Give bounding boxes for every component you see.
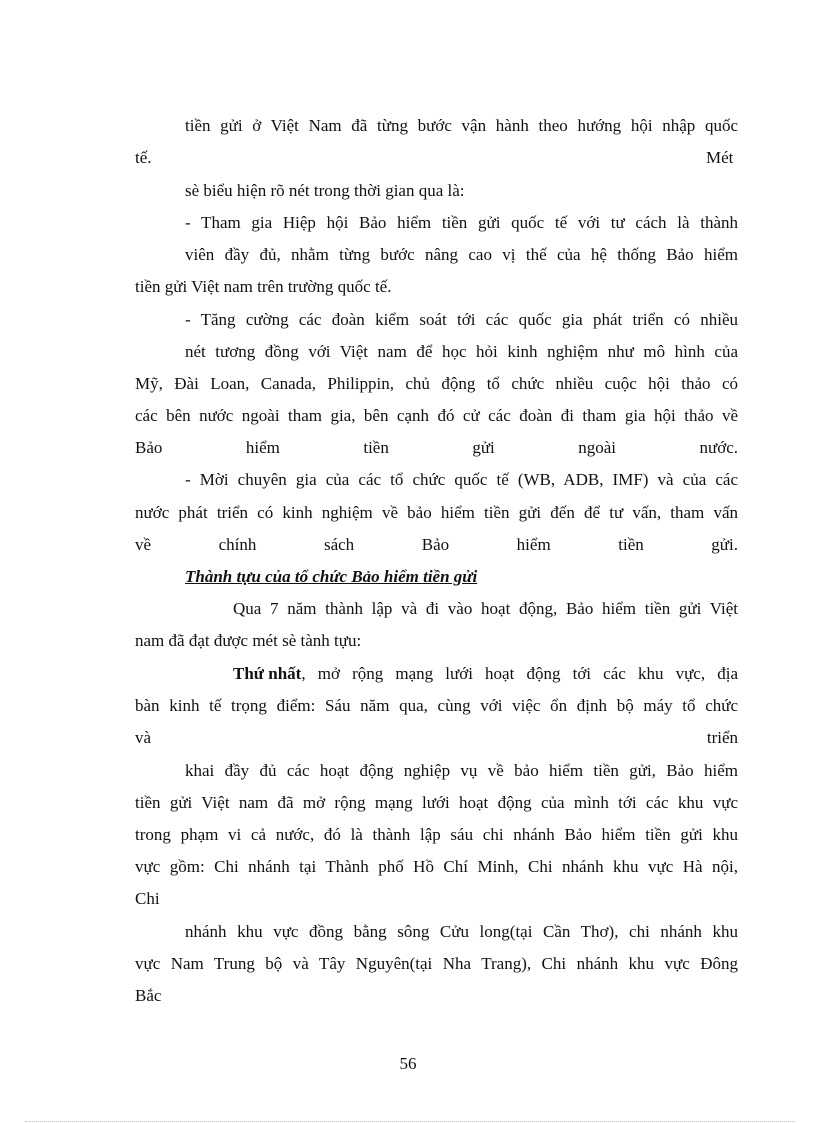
text-line: và triển xyxy=(135,728,738,747)
text-line: Chi xyxy=(135,889,160,908)
footer-divider xyxy=(25,1121,795,1122)
text-line: tế. xyxy=(135,148,152,167)
page-number: 56 xyxy=(399,1054,417,1073)
section-heading: Thành tựu của tổ chức Bảo hiểm tiền gửi xyxy=(185,567,478,586)
text-line: Qua 7 năm thành lập và đi vào hoạt động, Bảo hiểm tiền gửi Việt xyxy=(233,599,738,618)
text-line: nam đã đạt được mét sè tành tựu: xyxy=(135,631,362,650)
text-line xyxy=(233,663,738,685)
emphasis-first: Thứ nhất xyxy=(233,664,302,683)
text-line: viên đầy đủ, nhằm từng bước nâng cao vị thế của hệ thống Bảo hiểm xyxy=(185,245,738,264)
text-line: sè biểu hiện rõ nét trong thời gian qua là: xyxy=(185,181,465,200)
text-line: Mét xyxy=(706,148,734,167)
text-line: - Tham gia Hiệp hội Bảo hiểm tiền gửi quốc tế với tư cách là thành xyxy=(185,213,738,232)
text-line: Bảo hiểm tiền gửi ngoài nước. xyxy=(135,438,738,457)
text-line: tiền gửi ở Việt Nam đã từng bước vận hành theo hướng hội nhập quốc xyxy=(185,116,738,135)
text-line: nhánh khu vực đồng bằng sông Cửu long(tại Cần Thơ), chi nhánh khu xyxy=(185,922,738,941)
text-line: nước phát triển có kinh nghiệm về bảo hiểm tiền gửi đến để tư vấn, tham vấn xyxy=(135,503,738,522)
text-span: , mở rộng mạng lưới hoạt động tới các khu vực, địa xyxy=(301,664,738,683)
text-line: các bên nước ngoài tham gia, bên cạnh đó cử các đoàn đi tham gia hội thảo về xyxy=(135,406,738,425)
text-line: vực gồm: Chi nhánh tại Thành phố Hồ Chí Minh, Chi nhánh khu vực Hà nội, xyxy=(135,857,738,876)
text-line: - Tăng cường các đoàn kiểm soát tới các quốc gia phát triển có nhiều xyxy=(185,310,738,329)
text-line: Mỹ, Đài Loan, Canada, Philippin, chủ động tổ chức nhiều cuộc hội thảo có xyxy=(135,374,738,393)
text-line: tiền gửi Việt nam đã mở rộng mạng lưới hoạt động của mình tới các khu vực xyxy=(135,793,738,812)
text-line: Bắc xyxy=(135,986,162,1005)
text-line: khai đầy đủ các hoạt động nghiệp vụ về bảo hiểm tiền gửi, Bảo hiểm xyxy=(185,761,738,780)
text-line: về chính sách Bảo hiểm tiền gửi. xyxy=(135,535,738,554)
text-line: trong phạm vi cả nước, đó là thành lập sáu chi nhánh Bảo hiểm tiền gửi khu xyxy=(135,825,738,844)
text-line: vực Nam Trung bộ và Tây Nguyên(tại Nha Trang), Chi nhánh khu vực Đông xyxy=(135,954,738,973)
text-line: nét tương đồng với Việt nam để học hỏi kinh nghiệm như mô hình của xyxy=(185,342,738,361)
text-line: tiền gửi Việt nam trên trường quốc tế. xyxy=(135,277,392,296)
text-line: bàn kinh tế trọng điểm: Sáu năm qua, cùng với việc ổn định bộ máy tổ chức xyxy=(135,696,738,715)
text-line: - Mời chuyên gia của các tổ chức quốc tế (WB, ADB, IMF) và của các xyxy=(185,470,738,489)
